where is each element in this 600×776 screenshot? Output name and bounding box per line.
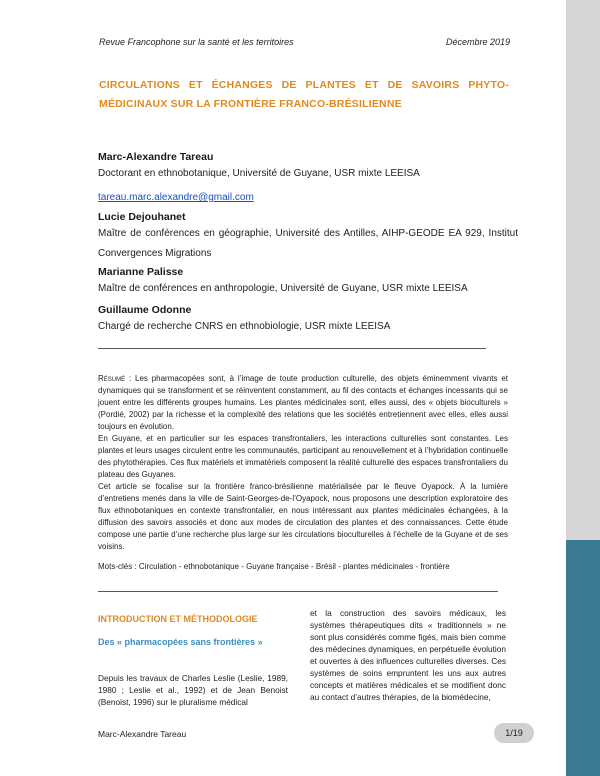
page-number-badge: 1/19: [494, 723, 534, 743]
author-name: Lucie Dejouhanet: [98, 211, 186, 223]
author-email-link[interactable]: tareau.marc.alexandre@gmail.com: [98, 192, 254, 203]
separator-rule: [98, 591, 498, 592]
sidebar-band-teal: [566, 540, 600, 776]
footer-author: Marc-Alexandre Tareau: [98, 729, 187, 739]
author-name: Guillaume Odonne: [98, 304, 192, 316]
abstract-paragraph: Cet article se focalise sur la frontière franco-brésilienne matérialisée par le fleuve Oyapock. À la lumière d’entretiens menés dans la ville de Saint-Georges-de-l’Oyapock, nous proposons une description exploratoire des flux ethnobotaniques en contexte transfrontalier, en nous intéressant aux plantes médicinales échangées, à la diffusion des savoirs associés et donc aux modes de circulation des plantes et des connaissances. Cette étude compose une partie d’une recherche plus large sur les circulations bioculturelles à l’échelle de la Guyane et de ses voisins.: [98, 482, 508, 551]
sidebar-band-gray: [566, 0, 600, 540]
abstract-label: Résumé: [98, 374, 126, 383]
journal-name: Revue Francophone sur la santé et les territoires: [99, 37, 294, 47]
abstract: [98, 373, 508, 553]
author-affiliation: Maître de conférences en anthropologie, Université de Guyane, USR mixte LEEISA: [98, 283, 468, 294]
issue-date: Décembre 2019: [446, 37, 511, 47]
author-affiliation: Doctorant en ethnobotanique, Université de Guyane, USR mixte LEEISA: [98, 168, 420, 179]
body-text-right-column: et la construction des savoirs médicaux, les systèmes thérapeutiques dits « traditionnels » ne sont plus considérés comme figés, mais bien comme des médecines dynamiques, en perpétuelle évolution et ouvertes à des influences culturelles diverses. Ces systèmes de soins empruntent les uns aux autres concepts et matières médicales et se modifient donc au contact d’autres thérapies, de la biomédecine,: [310, 608, 506, 702]
article-title: CIRCULATIONS ET ÉCHANGES DE PLANTES ET DE SAVOIRS PHYTO-MÉDICINAUX SUR LA FRONTIÈRE FRANCO-BRÉSILIENNE: [99, 79, 509, 110]
body-text-left-column: Depuis les travaux de Charles Leslie (Leslie, 1989, 1980 ; Leslie et al., 1992) et de Jean Benoist (Benoist, 1996) sur le pluralisme médical: [98, 673, 288, 707]
separator-rule: [98, 348, 486, 349]
author-affiliation: Chargé de recherche CNRS en ethnobiologie, USR mixte LEEISA: [98, 321, 391, 332]
section-subheading: Des « pharmacopées sans frontières »: [98, 637, 263, 647]
section-heading: INTRODUCTION ET MÉTHODOLOGIE: [98, 614, 258, 624]
author-name: Marc-Alexandre Tareau: [98, 151, 214, 163]
abstract-paragraph: : Les pharmacopées sont, à l’image de toute production culturelle, des objets éminemment vivants et dynamiques qui se transforment et se réinventent constamment, au fil des contacts et échanges incessants qui se jouent entre les différents groupes humains. Les plantes médicinales sont, elles aussi, des « objets bioculturels » (Pordié, 2002) par la richesse et la complexité des relations que les sociétés entretiennent avec elles, elles aussi toujours en évolution.: [98, 374, 508, 431]
keywords: Mots-clés : Circulation - ethnobotanique - Guyane française - Brésil - plantes médicinales - frontière: [98, 562, 450, 571]
author-name: Marianne Palisse: [98, 266, 184, 278]
abstract-paragraph: En Guyane, et en particulier sur les espaces transfrontaliers, les interactions culturelles sont constantes. Les plantes et leurs usages circulent entre les communautés, participant au renouvellement et à l’hybridation continuelle des phytothérapies. Ces flux matériels et immatériels composent la réalité culturelle des espaces transfrontaliers du plateau des Guyanes.: [98, 434, 509, 479]
author-affiliation: Maître de conférences en géographie, Université des Antilles, AIHP-GEODE EA 929, Institut Convergences Migrations: [98, 228, 518, 259]
